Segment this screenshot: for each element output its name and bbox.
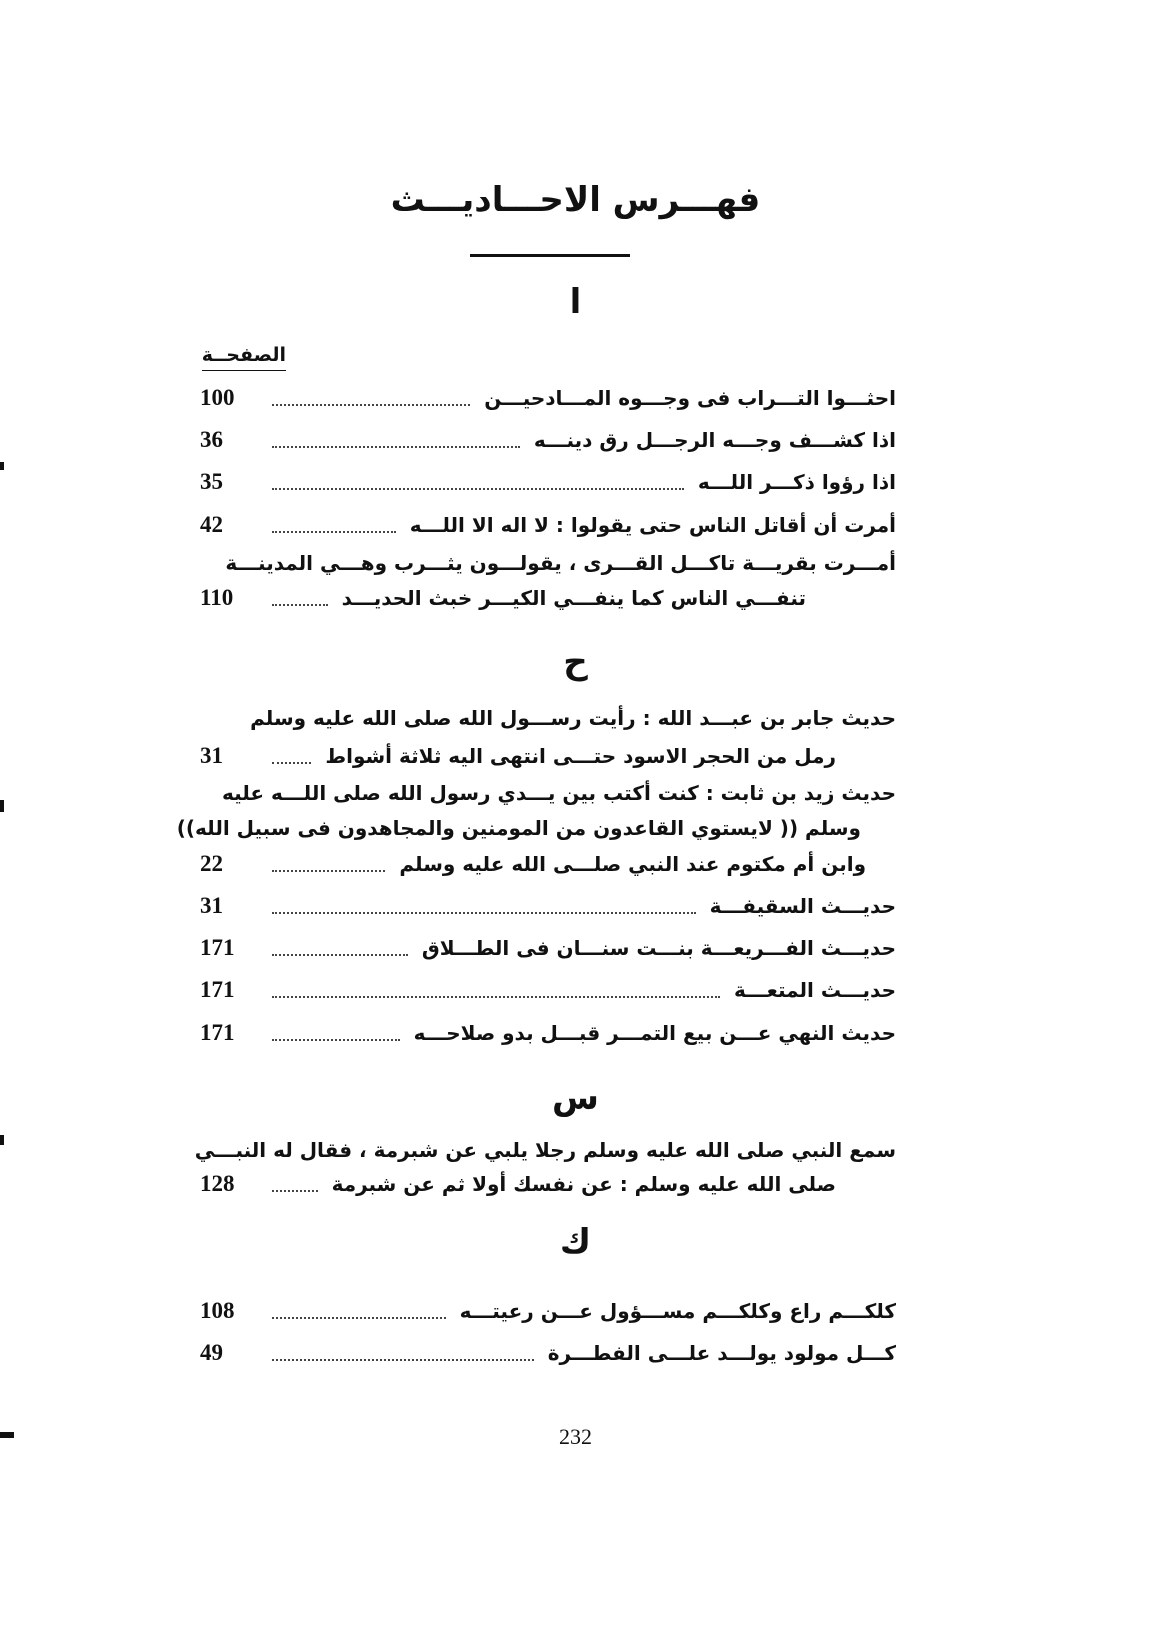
dot-leader	[272, 912, 696, 914]
entry-text: رمل من الحجر الاسود حتـــى انتهى اليه ثلاثة أشواط	[325, 744, 836, 768]
dot-leader	[272, 762, 311, 764]
index-entry	[200, 580, 896, 616]
page-title: فهـــرس الاحـــاديـــث	[390, 180, 761, 220]
entry-page-number: 171	[200, 1020, 235, 1045]
entry-text: كلكـــم راع وكلكـــم مســـؤول عـــن رعيتـــه	[459, 1299, 896, 1323]
entry-page-number: 31	[200, 743, 223, 768]
entry-text-line: حديث زيد بن ثابت : كنت أكتب بين يـــدي رسول الله صلى اللـــه عليه	[221, 781, 896, 805]
dot-leader	[272, 404, 470, 406]
index-entry	[200, 507, 896, 543]
dot-leader	[272, 996, 720, 998]
dot-leader	[272, 1359, 534, 1361]
entry-page-number: 171	[200, 935, 235, 960]
index-entry	[200, 422, 896, 458]
entry-text-line: حديث جابر بن عبـــد الله : رأيت رســـول الله صلى الله عليه وسلم	[250, 706, 896, 730]
index-entry	[200, 846, 896, 882]
index-entry	[200, 888, 896, 924]
entry-text: اذا رؤوا ذكـــر اللـــه	[697, 470, 896, 494]
scan-mark	[0, 800, 4, 812]
entry-text: حديث النهي عـــن بيع التمـــر قبـــل بدو صلاحـــه	[413, 1021, 896, 1045]
section-letter-alif: ا	[569, 282, 582, 322]
entry-page-number: 31	[200, 893, 223, 918]
entry-text: أمرت أن أقاتل الناس حتى يقولوا : لا اله الا اللـــه	[409, 513, 896, 537]
entry-page-number: 36	[200, 427, 223, 452]
index-entry	[200, 464, 896, 500]
index-entry	[200, 1335, 896, 1371]
page-column-header: الصفحــة	[202, 344, 286, 371]
entry-text: حديـــث السقيفـــة	[709, 894, 896, 918]
index-entry	[200, 930, 896, 966]
entry-text: حديـــث الفـــريعـــة بنـــت سنـــان فى الطـــلاق	[421, 936, 896, 960]
entry-text: كـــل مولود يولـــد علـــى الفطـــرة	[547, 1341, 896, 1365]
entry-page-number: 35	[200, 469, 223, 494]
section-letter-kaf: ك	[559, 1222, 592, 1262]
dot-leader	[272, 1317, 446, 1319]
dot-leader	[272, 531, 396, 533]
entry-text: تنفـــي الناس كما ينفـــي الكيـــر خبث الحديـــد	[341, 586, 806, 610]
entry-page-number: 110	[200, 585, 234, 610]
dot-leader	[272, 1190, 318, 1192]
title-underline	[470, 254, 630, 257]
entry-text: صلى الله عليه وسلم : عن نفسك أولا ثم عن شبرمة	[331, 1172, 836, 1196]
index-entry	[200, 380, 896, 416]
entry-text-line: سمع النبي صلى الله عليه وسلم رجلا يلبي عن شبرمة ، فقال له النبـــي	[194, 1138, 896, 1162]
index-entry	[200, 1015, 896, 1051]
section-letter-sin: س	[552, 1078, 599, 1118]
scan-mark	[0, 462, 4, 470]
index-entry	[200, 1293, 896, 1329]
entry-text: احثـــوا التـــراب فى وجـــوه المـــادحيـــن	[484, 386, 896, 410]
dot-leader	[272, 604, 328, 606]
section-letter-ha: ح	[563, 642, 588, 682]
entry-page-number: 22	[200, 851, 223, 876]
dot-leader	[272, 870, 385, 872]
entry-page-number: 171	[200, 977, 235, 1002]
scan-mark	[0, 1135, 4, 1145]
entry-text: وابن أم مكتوم عند النبي صلـــى الله عليه وسلم	[399, 852, 866, 876]
index-entry	[200, 738, 896, 774]
dot-leader	[272, 488, 684, 490]
dot-leader	[272, 446, 520, 448]
index-entry	[200, 1166, 896, 1202]
folio-page-number: 232	[559, 1424, 592, 1449]
entry-page-number: 100	[200, 385, 235, 410]
dot-leader	[272, 954, 408, 956]
entry-page-number: 108	[200, 1298, 235, 1323]
entry-text: اذا كشـــف وجـــه الرجـــل رق دينـــه	[533, 428, 896, 452]
entry-page-number: 42	[200, 512, 223, 537]
entry-text-line: وسلم (( لايستوي القاعدون من المومنين والمجاهدون فى سبيل الله))	[176, 816, 861, 840]
index-entry	[200, 972, 896, 1008]
scan-mark	[0, 1432, 14, 1438]
entry-text-line: أمـــرت بقريـــة تاكـــل القـــرى ، يقولـــون يثـــرب وهـــي المدينـــة	[225, 551, 896, 575]
entry-page-number: 128	[200, 1171, 235, 1196]
dot-leader	[272, 1039, 400, 1041]
entry-page-number: 49	[200, 1340, 223, 1365]
entry-text: حديـــث المتعـــة	[734, 978, 896, 1002]
